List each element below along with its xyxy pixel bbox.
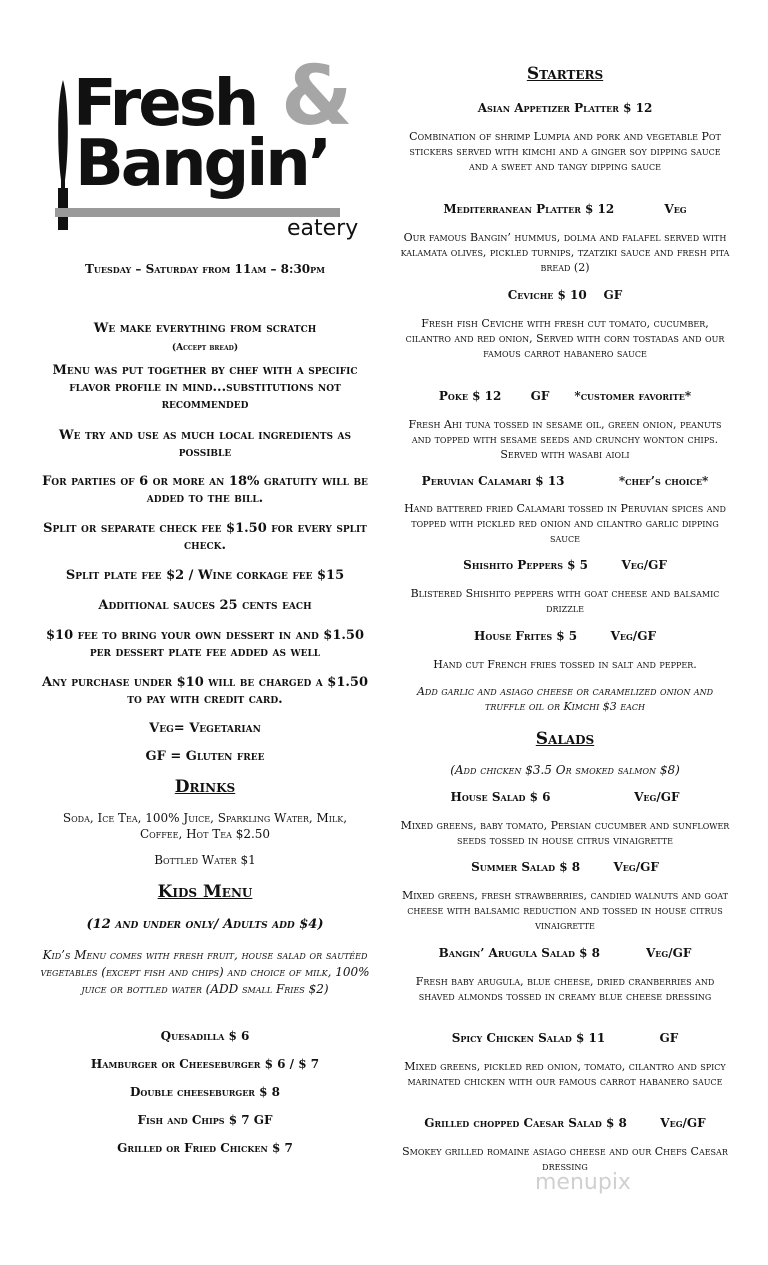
kids-item: Double cheeseburger $ 8 — [129, 1085, 281, 1099]
menu-item-description: Combination of shrimp Lumpia and pork and vegetable Pot stickers served with kimchi and a ginger soy dipping sauce and a sweet and tangy dipping sauce — [409, 130, 721, 173]
menu-item-title: Spicy Chicken Salad $ 11 GF — [451, 1031, 679, 1045]
note-sauces: Additional sauces 25 cents each — [98, 598, 312, 613]
salads-heading: Salads — [535, 729, 595, 749]
salads-subtitle: (Add chicken $3.5 Or smoked salmon $8) — [450, 763, 680, 777]
kids-menu-description: Kid’s Menu comes with fresh fruit, house salad or sautéed vegetables (except fish and chips) and choice of milk, 100% juice or bottled water (ADD small Fries $2) — [40, 948, 370, 996]
menu-item-title: Peruvian Calamari $ 13 *chef’s choice* — [421, 474, 709, 488]
bottled-water: Bottled Water $1 — [154, 853, 256, 867]
kids-menu-subtitle: (12 and under only/ Adults add $4) — [86, 917, 324, 932]
note-gf-legend: GF = Gluten free — [145, 749, 265, 764]
kids-item: Quesadilla $ 6 — [160, 1029, 250, 1043]
frites-addon: Add garlic and asiago cheese or caramelized onion and truffle oil or Kimchi $3 each — [416, 685, 714, 713]
brand-word-bangin: Bangin’ — [75, 127, 330, 201]
menu-item-description: Fresh fish Ceviche with fresh cut tomato, cucumber, cilantro and red onion, Served with corn tostadas and our famous carrot habanero sauce — [405, 317, 725, 360]
menu-item-description: Mixed greens, pickled red onion, tomato, cilantro and spicy marinated chicken with our famous carrot habanero sauce — [404, 1060, 726, 1088]
menu-item-title: Grilled chopped Caesar Salad $ 8 Veg/GF — [424, 1116, 706, 1130]
menu-item-description: Fresh Ahi tuna tossed in sesame oil, green onion, peanuts and topped with sesame seeds and crunchy wonton chips. Served with wasabi aioli — [408, 418, 722, 461]
menu-item-description: Mixed greens, baby tomato, Persian cucumber and sunflower seeds tossed in house citrus vinaigrette — [400, 819, 730, 847]
note-local: We try and use as much local ingredients as possible — [58, 428, 352, 460]
note-veg-legend: Veg= Vegetarian — [149, 721, 261, 736]
menu-item-description: Fresh baby arugula, blue cheese, dried cranberries and shaved almonds tossed in creamy blue cheese dressing — [415, 975, 715, 1003]
note-scratch-small: (Accept bread) — [171, 343, 239, 353]
note-split-check: Split or separate check fee $1.50 for every split check. — [43, 521, 367, 553]
kids-item: Hamburger or Cheeseburger $ 6 / $ 7 — [90, 1057, 320, 1071]
note-parties: For parties of 6 or more an 18% gratuity will be added to the bill. — [42, 474, 368, 506]
brand-ampersand: & — [281, 49, 353, 144]
menu-item-description: Hand cut French fries tossed in salt and pepper. — [433, 658, 697, 671]
drinks-list: Soda, Ice Tea, 100% Juice, Sparkling Water, Milk, Coffee, Hot Tea $2.50 — [62, 811, 348, 841]
menu-item-title: Bangin’ Arugula Salad $ 8 Veg/GF — [438, 946, 692, 960]
menu-item-title: House Salad $ 6 Veg/GF — [450, 790, 680, 804]
menu-item-description: Our famous Bangin’ hummus, dolma and falafel served with kalamata olives, pickled turnips, tzatziki sauce and fresh pita bread (2) — [400, 231, 730, 274]
brand-logo — [55, 49, 359, 252]
brand-word-fresh: Fresh — [73, 67, 257, 141]
menu-item-title: Asian Appetizer Platter $ 12 — [477, 101, 653, 115]
note-menu: Menu was put together by chef with a specific flavor profile in mind...substitutions not recommended — [52, 363, 358, 412]
menu-item-title: House Frites $ 5 Veg/GF — [474, 629, 656, 643]
menu-item-title: Summer Salad $ 8 Veg/GF — [471, 860, 659, 874]
watermark: menupix — [535, 1170, 631, 1195]
menu-item-description: Blistered Shishito peppers with goat cheese and balsamic drizzle — [410, 587, 720, 615]
menu-item-description: Smokey grilled romaine asiago cheese and our Chefs Caesar dressing — [402, 1145, 728, 1173]
note-plate-fee: Split plate fee $2 / Wine corkage fee $15 — [65, 568, 345, 583]
menu-item-description: Mixed greens, fresh strawberries, candied walnuts and goat cheese with balsamic reduction and tossed in house citrus vinaigrette — [401, 889, 729, 932]
menu-item-description: Hand battered fried Calamari tossed in Peruvian spices and topped with pickled red onion and cilantro garlic dipping sauce — [404, 502, 726, 545]
kids-item: Grilled or Fried Chicken $ 7 — [117, 1141, 293, 1155]
note-scratch: We make everything from scratch — [93, 321, 317, 336]
menu-item-title: Mediterranean Platter $ 12 Veg — [443, 202, 687, 216]
note-dessert: $10 fee to bring your own dessert in and $1.50 per dessert plate fee added as well — [46, 628, 364, 660]
kids-item: Fish and Chips $ 7 GF — [137, 1113, 273, 1127]
menu-item-title: Ceviche $ 10 GF — [507, 288, 623, 302]
starters-heading: Starters — [526, 64, 604, 84]
menu-item-title: Poke $ 12 GF *customer favorite* — [438, 389, 692, 403]
opening-hours: Tuesday – Saturday from 11am – 8:30pm — [84, 262, 326, 276]
drinks-heading: Drinks — [174, 777, 236, 797]
menu-item-title: Shishito Peppers $ 5 Veg/GF — [463, 558, 667, 572]
note-credit-card: Any purchase under $10 will be charged a $1.50 to pay with credit card. — [41, 675, 368, 707]
brand-subtitle: eatery — [287, 216, 359, 241]
kids-menu-heading: Kids Menu — [157, 882, 253, 902]
